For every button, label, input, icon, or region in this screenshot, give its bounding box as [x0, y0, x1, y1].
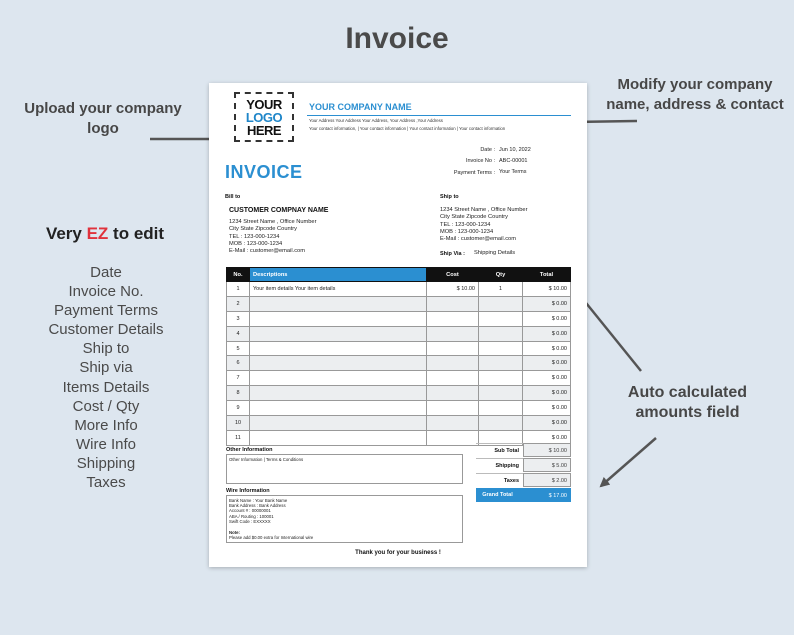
table-row — [227, 326, 571, 341]
item-cost-cell[interactable] — [427, 341, 479, 356]
feature-item: More Info — [74, 416, 138, 434]
arrow-total-icon — [601, 438, 656, 486]
company-address[interactable]: Your Address Your Address Your Address, Your Address ,Your Address — [309, 118, 443, 123]
wire-line: Swift Code : EXXXXX — [229, 518, 271, 524]
ship-line: City State Zipcode Country — [440, 214, 508, 221]
page-title: Invoice — [345, 22, 449, 55]
feature-item: Ship via — [79, 359, 133, 377]
other-info-label: Other Information — [226, 447, 273, 453]
shipping-label: Shipping — [476, 458, 523, 472]
company-contact[interactable]: Your contact information, | Your contact information | Your contact information | Your contact information — [309, 126, 506, 131]
table-row — [227, 416, 571, 431]
bill-to-label: Bill to — [225, 194, 241, 200]
grand-total-row — [476, 488, 571, 502]
item-total-cell: $ 0.00 — [523, 311, 571, 326]
item-no-cell: 4 — [227, 326, 250, 341]
item-qty-cell[interactable] — [479, 311, 523, 326]
table-row — [227, 296, 571, 311]
customer-name[interactable]: CUSTOMER COMPNAY NAME — [229, 207, 329, 214]
ez-before: Very — [45, 224, 87, 243]
thank-you-note: Thank you for your business ! — [355, 550, 441, 556]
item-desc-cell[interactable] — [250, 311, 427, 326]
item-no-cell: 1 — [227, 282, 250, 297]
invoice-no-label: Invoice No : — [465, 158, 495, 164]
table-row — [227, 311, 571, 326]
item-cost-cell[interactable] — [427, 386, 479, 401]
item-cost-cell[interactable] — [427, 416, 479, 431]
ship-to-label: Ship to — [440, 194, 459, 200]
item-cost-cell[interactable] — [427, 430, 479, 445]
item-total-cell: $ 0.00 — [523, 386, 571, 401]
invoice-sheet — [209, 83, 587, 567]
subtotal-row — [476, 443, 571, 457]
item-total-cell: $ 0.00 — [523, 341, 571, 356]
logo-line-1: YOUR — [246, 97, 282, 112]
item-desc-cell[interactable] — [250, 356, 427, 371]
item-desc-cell[interactable] — [250, 296, 427, 311]
taxes-value[interactable]: $ 2.00 — [523, 473, 571, 487]
items-table — [226, 267, 571, 446]
col-no: No. — [227, 268, 250, 282]
logo-line-3: HERE — [246, 123, 282, 138]
table-row — [227, 341, 571, 356]
ship-line: 1234 Street Name , Office Number — [440, 207, 528, 213]
item-qty-cell[interactable]: 1 — [479, 282, 523, 297]
item-desc-cell[interactable] — [250, 416, 427, 431]
taxes-label: Taxes — [476, 473, 523, 487]
grand-total-label: Grand Total — [476, 488, 523, 502]
note-label: Note: — [229, 530, 240, 536]
item-cost-cell[interactable]: $ 10.00 — [427, 282, 479, 297]
feature-item: Customer Details — [48, 321, 164, 339]
ship-via-label: Ship Via : — [440, 251, 465, 257]
wire-line: ABA / Routing : 100001 — [229, 513, 274, 519]
wire-info-box[interactable] — [226, 495, 463, 543]
callout-logo: Upload your company logo — [24, 100, 182, 137]
item-no-cell: 2 — [227, 296, 250, 311]
item-no-cell: 7 — [227, 371, 250, 386]
ez-after: to edit — [108, 224, 165, 243]
table-row — [227, 356, 571, 371]
grand-total-value: $ 17.00 — [523, 488, 571, 502]
item-qty-cell[interactable] — [479, 416, 523, 431]
bill-line: E-Mail : customer@email.com — [229, 248, 305, 255]
item-total-cell: $ 0.00 — [523, 401, 571, 416]
wire-line: Bank Address : Bank Address — [229, 503, 286, 509]
item-total-cell: $ 0.00 — [523, 326, 571, 341]
feature-item: Payment Terms — [54, 302, 158, 320]
ship-to-address[interactable] — [440, 207, 527, 243]
item-cost-cell[interactable] — [427, 401, 479, 416]
item-total-cell: $ 0.00 — [523, 296, 571, 311]
item-total-cell: $ 0.00 — [523, 356, 571, 371]
item-total-cell: $ 0.00 — [523, 371, 571, 386]
bill-line: City State Zipcode Country — [229, 226, 297, 233]
feature-item: Items Details — [62, 378, 150, 396]
shipping-value[interactable]: $ 5.00 — [523, 458, 571, 472]
ship-line: TEL : 123-000-1234 — [440, 221, 491, 228]
item-cost-cell[interactable] — [427, 311, 479, 326]
bill-line: TEL : 123-000-1234 — [229, 233, 280, 240]
feature-item: Cost / Qty — [72, 397, 140, 415]
item-no-cell: 10 — [227, 416, 250, 431]
feature-item: Invoice No. — [68, 283, 144, 301]
item-no-cell: 3 — [227, 311, 250, 326]
feature-item: Wire Info — [75, 435, 136, 453]
subtotal-value: $ 10.00 — [523, 443, 571, 457]
date-value[interactable]: Jun 10, 2022 — [499, 147, 531, 153]
arrow-amount-icon — [578, 293, 641, 371]
ship-line: E-Mail : customer@email.com — [440, 236, 516, 243]
item-total-cell: $ 0.00 — [523, 430, 571, 445]
item-qty-cell[interactable] — [479, 401, 523, 416]
item-total-cell: $ 10.00 — [523, 282, 571, 297]
item-qty-cell[interactable] — [479, 356, 523, 371]
feature-item: Shipping — [76, 454, 136, 472]
ez-highlight: EZ — [86, 224, 109, 243]
item-desc-cell[interactable] — [250, 401, 427, 416]
bill-line: MOB : 123-000-1234 — [229, 240, 283, 247]
item-no-cell: 8 — [227, 386, 250, 401]
item-desc-cell[interactable] — [250, 386, 427, 401]
table-row — [227, 371, 571, 386]
item-total-cell: $ 0.00 — [523, 416, 571, 431]
item-desc-cell[interactable] — [250, 341, 427, 356]
wire-info-label: Wire Information — [226, 488, 270, 494]
item-desc-cell[interactable]: Your item details Your item details — [250, 282, 427, 297]
wire-line: Bank Name : Your Bank Name — [229, 498, 288, 503]
col-cost: Cost — [427, 268, 479, 282]
subtotal-label: Sub Total — [476, 443, 523, 457]
item-cost-cell[interactable] — [427, 296, 479, 311]
item-cost-cell[interactable] — [427, 356, 479, 371]
item-qty-cell[interactable] — [479, 296, 523, 311]
logo-line-2: LOGO — [245, 110, 283, 125]
item-desc-cell[interactable] — [250, 430, 427, 445]
item-desc-cell[interactable] — [250, 371, 427, 386]
ship-via-value[interactable]: Shipping Details — [474, 250, 516, 256]
item-qty-cell[interactable] — [479, 371, 523, 386]
table-row — [227, 386, 571, 401]
item-qty-cell[interactable] — [479, 341, 523, 356]
col-total: Total — [523, 268, 571, 282]
item-no-cell: 6 — [227, 356, 250, 371]
item-cost-cell[interactable] — [427, 371, 479, 386]
company-divider — [307, 115, 571, 116]
taxes-row — [476, 473, 571, 487]
terms-label: Payment Terms : — [453, 170, 495, 176]
bill-to-address[interactable] — [229, 219, 316, 255]
invoice-heading: INVOICE — [225, 162, 303, 182]
table-row — [227, 282, 571, 297]
date-label: Date : — [480, 147, 495, 153]
shipping-row — [476, 458, 571, 472]
other-info-box[interactable]: Other Information | Terms & Conditions — [226, 454, 463, 484]
callout-auto: Auto calculated amounts field — [627, 384, 748, 421]
feature-item: Date — [90, 264, 122, 281]
logo-placeholder[interactable] — [234, 92, 294, 142]
item-desc-cell[interactable] — [250, 326, 427, 341]
table-row — [227, 401, 571, 416]
callout-company: Modify your company name, address & contact — [606, 76, 784, 113]
item-no-cell: 5 — [227, 341, 250, 356]
note-text: Please add $0.00 extra for International wire — [229, 535, 314, 541]
col-qty: Qty — [479, 268, 523, 282]
item-no-cell: 11 — [227, 430, 250, 445]
ship-line: MOB : 123-000-1234 — [440, 228, 494, 235]
feature-item: Taxes — [86, 474, 126, 492]
feature-item: Ship to — [82, 340, 130, 358]
item-no-cell: 9 — [227, 401, 250, 416]
terms-value[interactable]: Your Terms — [499, 169, 527, 175]
item-qty-cell[interactable] — [479, 386, 523, 401]
col-desc: Descriptions — [250, 268, 427, 282]
item-qty-cell[interactable] — [479, 326, 523, 341]
bill-line: 1234 Street Name , Office Number — [229, 219, 317, 225]
company-name[interactable]: YOUR COMPANY NAME — [309, 102, 412, 112]
item-cost-cell[interactable] — [427, 326, 479, 341]
wire-line: Account # : 00000001 — [229, 508, 271, 514]
invoice-no-value[interactable]: ABC-00001 — [499, 158, 528, 164]
